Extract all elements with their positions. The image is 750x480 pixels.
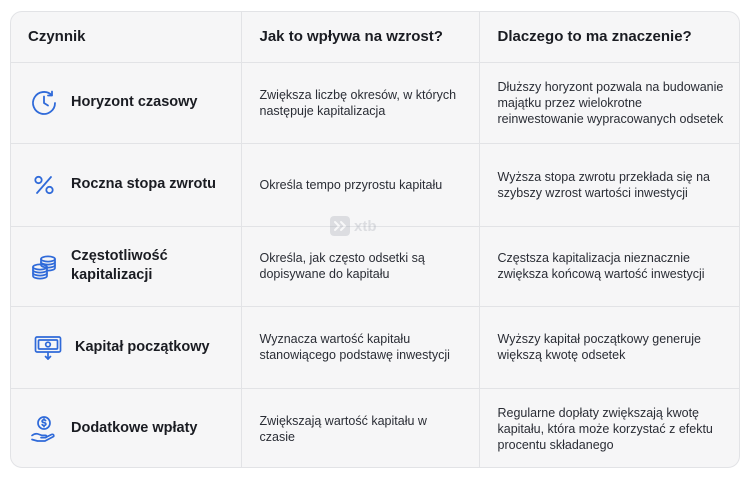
- table-row: [11, 143, 740, 226]
- why-cell: Dłuższy horyzont pozwala na budowanie majątku przez wielokrotne reinwestowanie wypracowanych odsetek: [479, 62, 740, 143]
- header-factor: Czynnik: [11, 12, 241, 62]
- hand-coin-icon: [29, 414, 59, 444]
- why-cell: Częstsza kapitalizacja nieznacznie zwiększa końcową wartość inwestycji: [479, 226, 740, 306]
- table-header-row: [11, 12, 740, 62]
- coin-stack-icon: [29, 251, 59, 281]
- watermark-text: xtb: [354, 217, 377, 235]
- why-cell: Regularne dopłaty zwiększają kwotę kapitału, która może korzystać z efektu procentu składanego: [479, 388, 740, 468]
- factor-name: Horyzont czasowy: [71, 94, 198, 110]
- factor-name: Dodatkowe wpłaty: [71, 420, 198, 437]
- factor-name: Roczna stopa zwrotu: [71, 176, 217, 192]
- why-cell: Wyższy kapitał początkowy generuje większą kwotę odsetek: [479, 306, 740, 388]
- table-row: [11, 62, 740, 143]
- effect-cell: Wyznacza wartość kapitału stanowiącego podstawę inwestycji: [241, 306, 479, 388]
- header-effect: Jak to wpływa na wzrost?: [241, 12, 479, 62]
- percent-icon: [29, 170, 59, 200]
- effect-cell: Zwiększa liczbę okresów, w których następuje kapitalizacja: [241, 62, 479, 143]
- effect-cell: Określa tempo przyrostu kapitału: [241, 143, 479, 226]
- factor-name: Kapitał początkowy: [75, 338, 210, 355]
- table-row: [11, 226, 740, 306]
- factor-name: Częstotliwość kapitalizacji: [71, 248, 168, 283]
- factors-table: [11, 12, 740, 468]
- banknote-icon: [33, 332, 63, 362]
- clock-icon: [29, 88, 59, 118]
- factor-cell: [11, 226, 241, 306]
- factor-cell: [11, 306, 241, 388]
- factor-cell: [11, 143, 241, 226]
- effect-cell: Zwiększają wartość kapitału w czasie: [241, 388, 479, 468]
- factor-cell: [11, 388, 241, 468]
- header-why: Dlaczego to ma znaczenie?: [479, 12, 740, 62]
- effect-cell: Określa, jak często odsetki są dopisywane do kapitału: [241, 226, 479, 306]
- why-cell: Wyższa stopa zwrotu przekłada się na szybszy wzrost wartości inwestycji: [479, 143, 740, 226]
- factor-cell: [11, 62, 241, 143]
- table-row: [11, 388, 740, 468]
- comparison-table-card: [10, 11, 740, 468]
- table-row: [11, 306, 740, 388]
